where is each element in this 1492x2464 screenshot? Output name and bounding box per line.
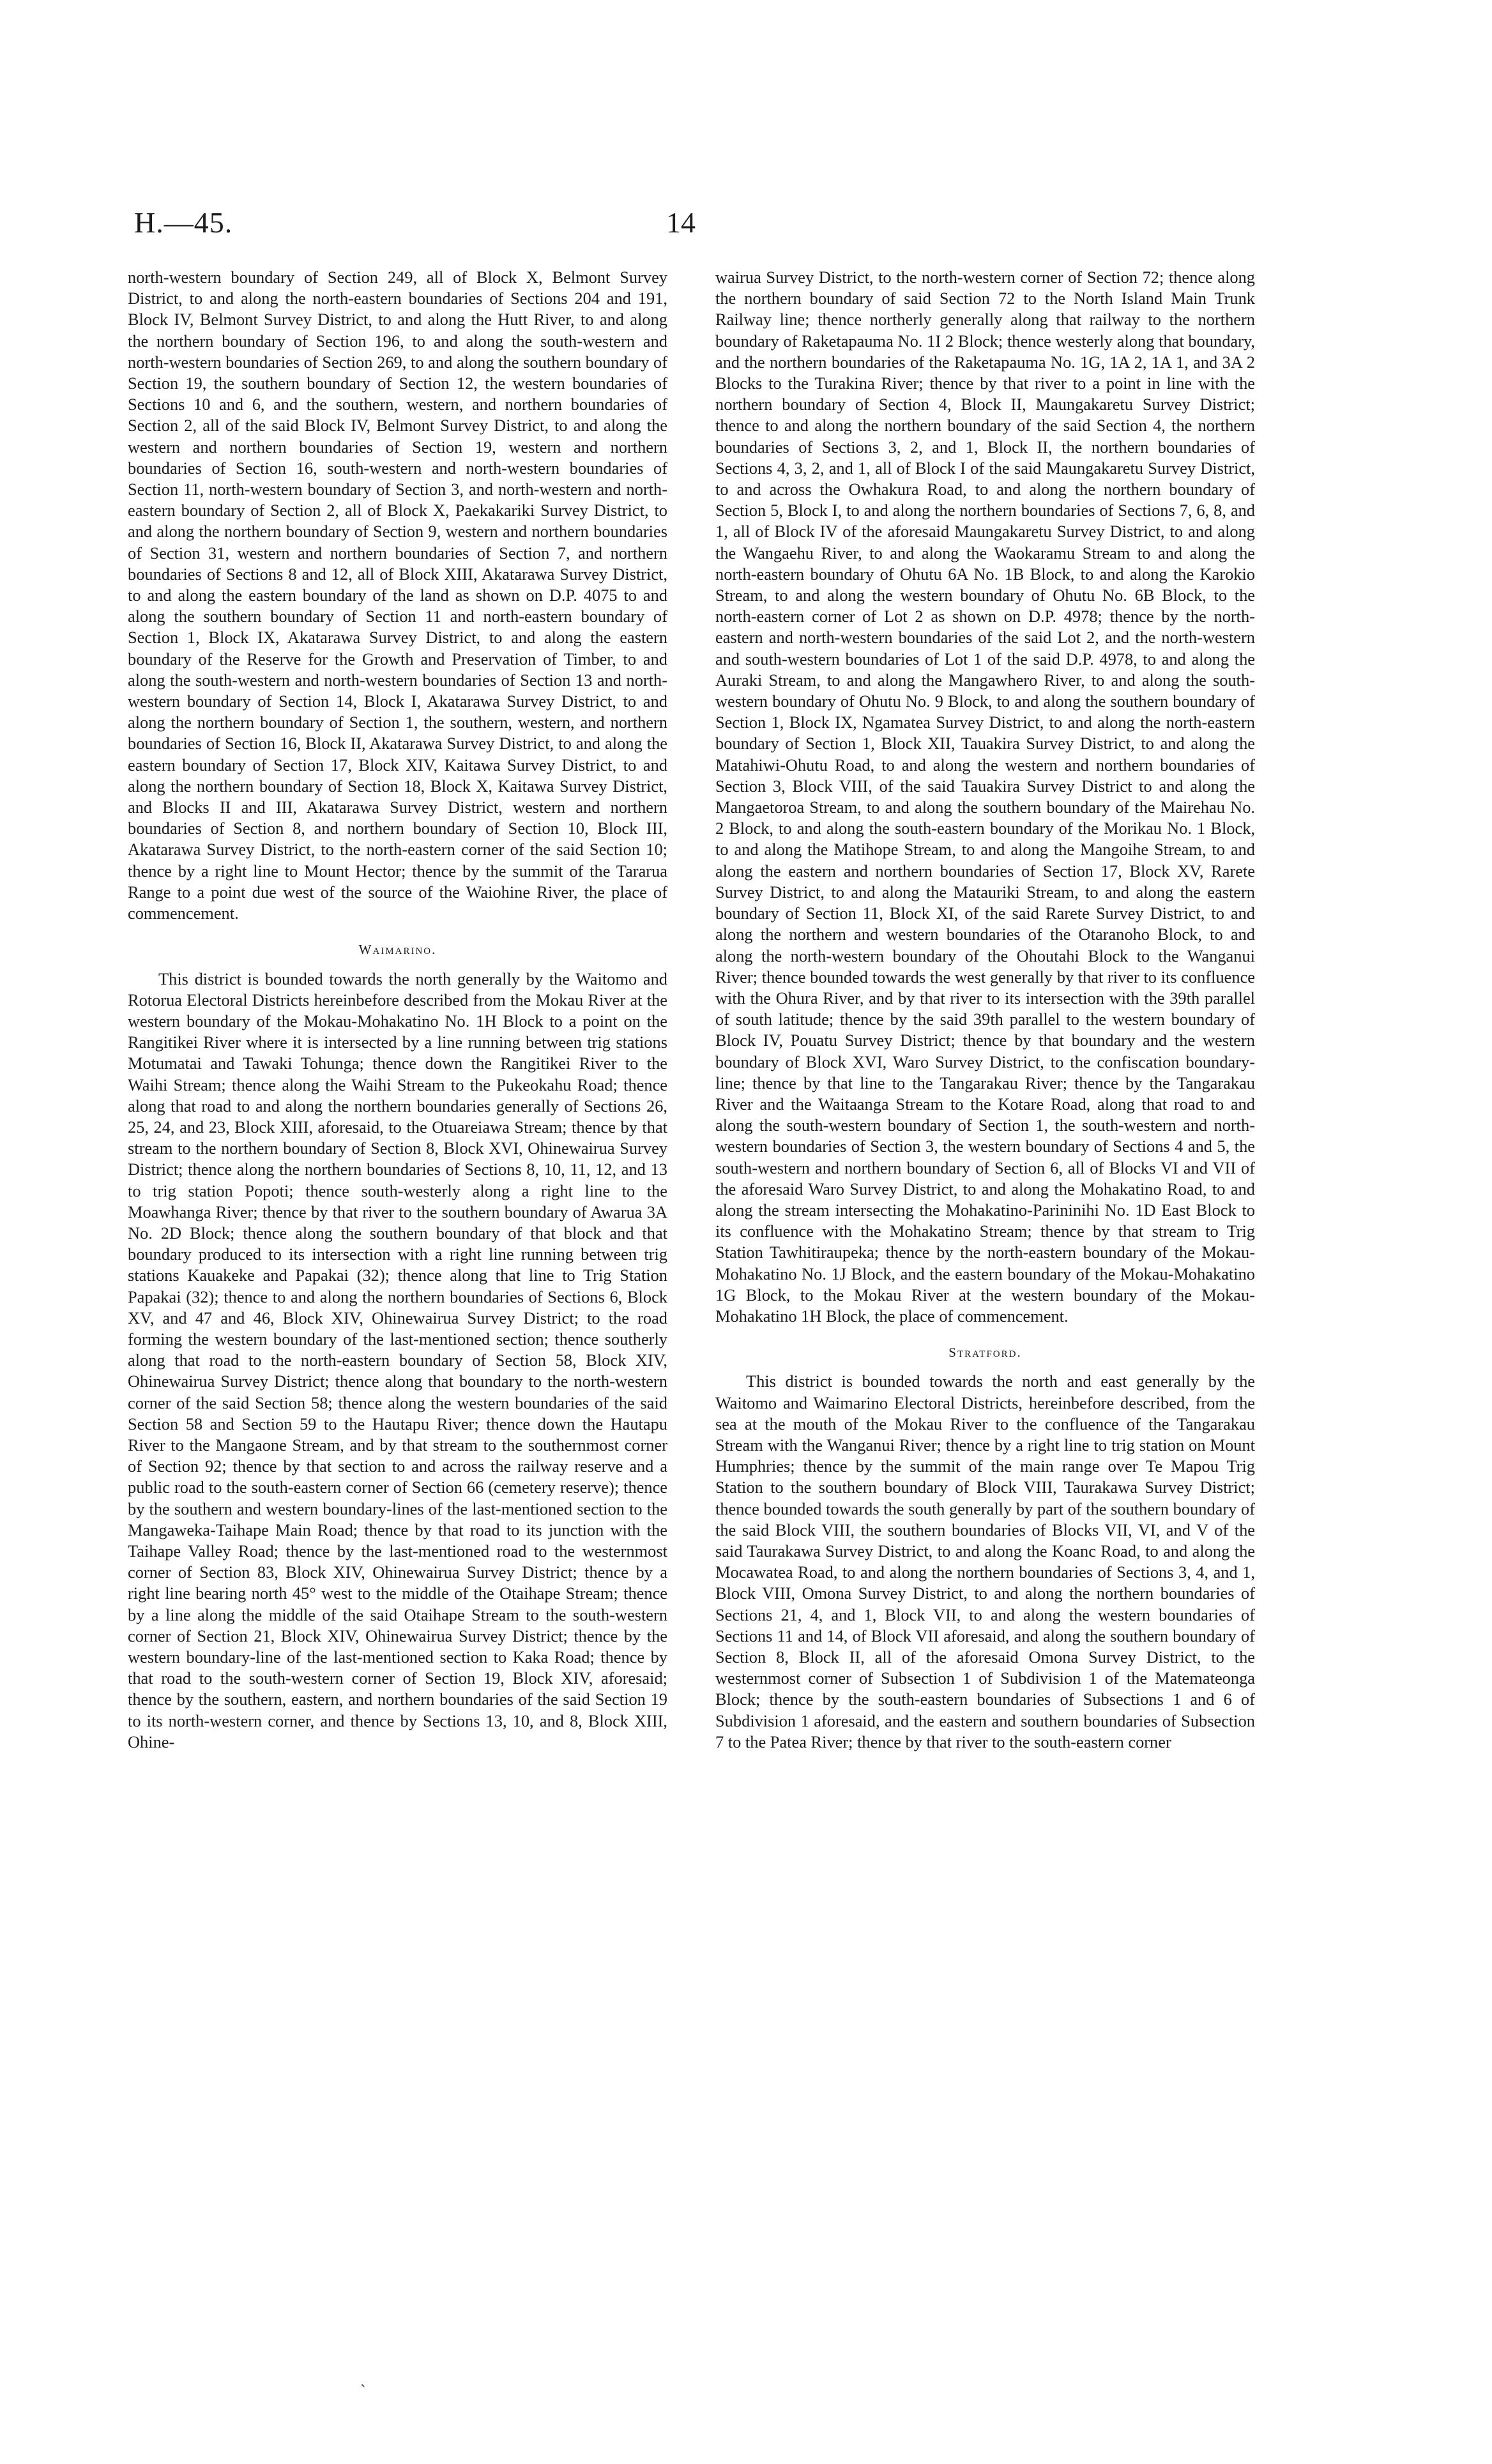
right-column <box>715 267 1255 1753</box>
right-paragraph-continued: wairua Survey District, to the north-western corner of Section 72; thence along the northern boundary of said Section 72 to the North Island Main Trunk Railway line; thence northerly generally along that railway to the northern boundary of Raketapauma No. 1I 2 Block; thence westerly along that boundary, and the northern boundaries of the Raketapauma No. 1G, 1A 2, 1A 1, and 3A 2 Blocks to the Turakina River; thence by that river to a point in line with the northern boundary of Section 4, Block II, Maungakaretu Survey District; thence to and along the northern boundary of the said Section 4, the northern boundaries of Sections 3, 2, and 1, Block II, the northern boundaries of Sections 4, 3, 2, and 1, all of Block I of the said Maungakaretu Survey District, to and across the Owhakura Road, to and along the northern boundary of Section 5, Block I, to and along the northern boundaries of Sections 7, 6, 8, and 1, all of Block IV of the aforesaid Maungakaretu Survey District, to and along the Wangaehu River, to and along the Waokaramu Stream to and along the north-eastern boundary of Ohutu 6A No. 1B Block, to and along the Karokio Stream, to and along the western boundary of Ohutu No. 6B Block, to the north-eastern corner of Lot 2 as shown on D.P. 4978; thence by the north-eastern and north-western boundaries of the said Lot 2, and the north-western and south-western boundaries of Lot 1 of the said D.P. 4978, to and along the Auraki Stream, to and along the Mangawhero River, to and along the south-western boundary of Ohutu No. 9 Block, to and along the southern boundary of Section 1, Block IX, Ngamatea Survey District, to and along the north-eastern boundary of Section 1, Block XII, Tauakira Survey District, to and along the Matahiwi-Ohutu Road, to and along the western and northern boundaries of Section 3, Block VIII, of the said Tauakira Survey District to and along the Mangaetoroa Stream, to and along the southern boundary of the Mairehau No. 2 Block, to and along the south-eastern boundary of the Morikau No. 1 Block, to and along the Matihope Stream, to and along the Mangoihe Stream, to and along the eastern and northern boundaries of Section 17, Block XV, Rarete Survey District, to and along the Matauriki Stream, to and along the eastern boundary of Section 11, Block XI, of the said Rarete Survey District, to and along the northern and western boundaries of the Otaranoho Block, to and along the north-western boundary of the Ohoutahi Block to the Wanganui River; thence bounded towards the west generally by that river to its confluence with the Ohura River, and by that river to its intersection with the 39th parallel of south latitude; thence by the said 39th parallel to the western boundary of Block IV, Pouatu Survey District; thence by that boundary and the western boundary of Block XVI, Waro Survey District, to the confiscation boundary-line; thence by that line to the Tangarakau River; thence by the Tangarakau River and the Waitaanga Stream to the Kotare Road, along that road to and along the south-western boundary of Section 1, the south-western and north-western boundaries of Section 3, the western boundary of Sections 4 and 5, the south-western and northern boundary of Section 6, all of Blocks VI and VII of the aforesaid Waro Survey District, to and along the Mohakatino Road, to and along the stream intersecting the Mohakatino-Parininihi No. 1D East Block to its confluence with the Mohakatino Stream; thence by that stream to Trig Station Tawhitiraupeka; thence by the north-eastern boundary of the Mokau-Mohakatino No. 1J Block, and the eastern boundary of the Mokau-Mohakatino 1G Block, to the Mokau River at the western boundary of the Mokau-Mohakatino 1H Block, the place of commencement. <box>715 268 1255 1326</box>
left-paragraph-waimarino: This district is bounded towards the north generally by the Waitomo and Rotorua Electoral Districts hereinbefore described from the Mokau River at the western boundary of the Mokau-Mohakatino No. 1H Block to a point on the Rangitikei River where it is intersected by a line running between trig stations Motumatai and Tawaki Tohunga; thence down the Rangitikei River to the Waihi Stream; thence along the Waihi Stream to the Pukeokahu Road; thence along that road to and along the northern boundaries generally of Sections 26, 25, 24, and 23, Block XIII, aforesaid, to the Otuareiawa Stream; thence by that stream to the northern boundary of Section 8, Block XVI, Ohinewairua Survey District; thence along the northern boundaries of Sections 8, 10, 11, 12, and 13 to trig station Popoti; thence south-westerly along a right line to the Moawhanga River; thence by that river to the southern boundary of Awarua 3A No. 2D Block; thence along the southern boundary of that block and that boundary produced to its intersection with a right line running between trig stations Kauakeke and Papakai (32); thence along that line to Trig Station Papakai (32); thence to and along the northern boundaries of Sections 6, Block XV, and 47 and 46, Block XIV, Ohinewairua Survey District; to the road forming the western boundary of the last-mentioned section; thence southerly along that road to the north-eastern boundary of Section 58, Block XIV, Ohinewairua Survey District; thence along that boundary to the north-western corner of the said Section 58; thence along the western boundaries of the said Section 58 and Section 59 to the Hautapu River; thence down the Hautapu River to the Mangaone Stream, and by that stream to the southernmost corner of Section 92; thence by that section to and across the railway reserve and a public road to the south-eastern corner of Section 66 (cemetery reserve); thence by the southern and western boundary-lines of the last-mentioned section to the Mangaweka-Taihape Main Road; thence by that road to its junction with the Taihape Valley Road; thence by the last-mentioned road to the westernmost corner of Section 83, Block XIV, Ohinewairua Survey District; thence by a right line bearing north 45° west to the middle of the Otaihape Stream; thence by a line along the middle of the said Otaihape Stream to the south-western corner of Section 21, Block XIV, Ohinewairua Survey District; thence by the western boundary-line of the last-mentioned section to Kaka Road; thence by that road to the south-western corner of Section 19, Block XIV, aforesaid; thence by the southern, eastern, and northern boundaries of the said Section 19 to its north-western corner, and thence by Sections 13, 10, and 8, Block XIII, Ohine- <box>128 969 667 1751</box>
section-title-stratford: Stratford. <box>948 1345 1022 1361</box>
document-reference: H.—45. <box>134 206 233 239</box>
left-paragraph-continued: north-western boundary of Section 249, all of Block X, Belmont Survey District, to and along the north-eastern boundaries of Sections 204 and 191, Block IV, Belmont Survey District, to and along the Hutt River, to and along the northern boundary of Section 196, to and along the south-western and north-western boundaries of Section 269, to and along the southern boundary of Section 19, the southern boundary of Section 12, the western boundaries of Sections 10 and 6, and the southern, western, and northern boundaries of Section 2, all of the said Block IV, Belmont Survey District, to and along the western and northern boundaries of Section 19, western and northern boundaries of Section 16, south-western and north-western boundaries of Section 11, north-western boundary of Section 3, and north-western and north-eastern boundary of Section 2, all of Block X, Paekakariki Survey District, to and along the northern boundary of Section 9, western and northern boundaries of Section 31, western and northern boundaries of Section 7, and northern boundaries of Sections 8 and 12, all of Block XIII, Akatarawa Survey District, to and along the eastern boundary of the land as shown on D.P. 4075 to and along the southern boundary of Section 11 and north-eastern boundary of Section 1, Block IX, Akatarawa Survey District, to and along the eastern boundary of the Reserve for the Growth and Preservation of Timber, to and along the south-western and north-western boundaries of Section 13 and north-western boundary of Section 14, Block I, Akatarawa Survey District, to and along the northern boundary of Section 1, the southern, western, and northern boundaries of Section 16, Block II, Akatarawa Survey District, to and along the eastern boundary of Section 17, Block XIV, Kaitawa Survey District, to and along the northern boundary of Section 18, Block X, Kaitawa Survey District, and Blocks II and III, Akatarawa Survey District, western and northern boundaries of Section 8, and northern boundary of Section 10, Block III, Akatarawa Survey District, to the north-eastern corner of the said Section 10; thence by a right line to Mount Hector; thence by the summit of the Tararua Range to a point due west of the source of the Waiohine River, the place of commencement. <box>128 268 667 923</box>
left-column <box>128 267 667 1753</box>
page-number: 14 <box>666 206 696 239</box>
stray-mark: ˴ <box>360 2374 366 2392</box>
section-title-waimarino: Waimarino. <box>358 942 437 958</box>
page-header <box>134 206 1354 244</box>
right-paragraph-stratford: This district is bounded towards the north and east generally by the Waitomo and Waimarino Electoral Districts, hereinbefore described, from the sea at the mouth of the Mokau River to the confluence of the Tangarakau Stream with the Wanganui River; thence by a right line to trig station on Mount Humphries; thence by the summit of the main range over Te Mapou Trig Station to the southern boundary of Block VIII, Taurakawa Survey District; thence bounded towards the south generally by part of the southern boundary of the said Block VIII, the southern boundaries of Blocks VII, VI, and V of the said Taurakawa Survey District, to and along the Koanc Road, to and along the Mocawatea Road, to and along the northern boundaries of Sections 3, 4, and 1, Block VIII, Omona Survey District, to and along the northern boundaries of Sections 21, 4, and 1, Block VII, to and along the western boundaries of Sections 11 and 14, of Block VII aforesaid, and along the southern boundary of Section 8, Block II, all of the aforesaid Omona Survey District, to the westernmost corner of Subsection 1 of Subdivision 1 of the Matemateonga Block; thence by the south-eastern boundaries of Subsections 1 and 6 of Subdivision 1 aforesaid, and the eastern and southern boundaries of Subsection 7 to the Patea River; thence by that river to the south-eastern corner <box>715 1372 1255 1751</box>
